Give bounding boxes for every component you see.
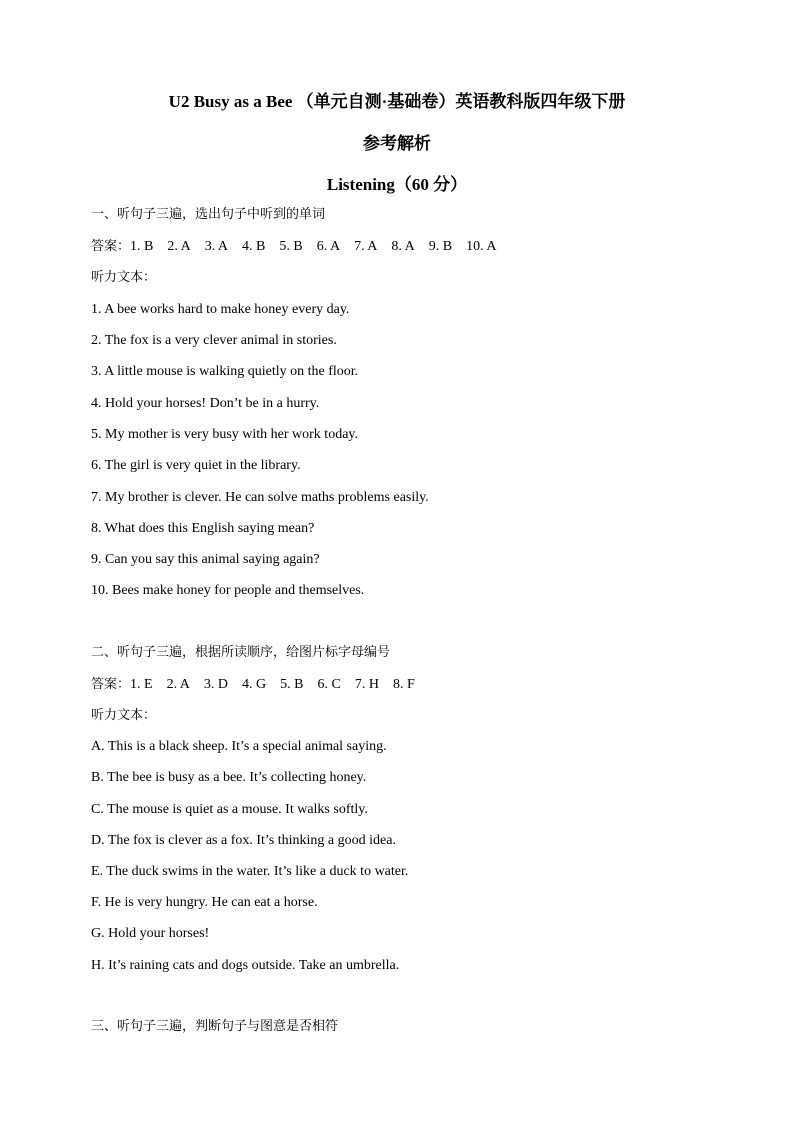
listening-sentence: C. The mouse is quiet as a mouse. It walks softly. <box>91 802 368 817</box>
listening-sentence: A. This is a black sheep. It’s a special animal saying. <box>91 739 387 754</box>
document-subtitle: 参考解析 <box>363 134 431 153</box>
answer-item: 7. A <box>354 239 378 254</box>
listening-sentence: H. It’s raining cats and dogs outside. Take an umbrella. <box>91 958 400 973</box>
section-heading-listening: Listening（60 分） <box>326 175 468 194</box>
answer-item: 1. B <box>130 239 154 254</box>
listening-sentence: 10. Bees make honey for people and themselves. <box>91 583 365 598</box>
document-title: U2 Busy as a Bee （单元自测·基础卷）英语教科版四年级下册 <box>168 92 626 111</box>
answer-item: 7. H <box>354 677 379 692</box>
listening-sentence: 9. Can you say this animal saying again? <box>91 552 320 567</box>
part1-script-label: 听力文本： <box>91 270 157 285</box>
part1-answer-label: 答案： <box>91 239 131 254</box>
answer-item: 8. A <box>391 239 415 254</box>
listening-sentence: 7. My brother is clever. He can solve maths problems easily. <box>91 490 429 505</box>
listening-sentence: 1. A bee works hard to make honey every day. <box>91 302 350 317</box>
part2-answer-label: 答案： <box>91 677 131 692</box>
answer-item: 6. A <box>316 239 341 254</box>
listening-sentence: 8. What does this English saying mean? <box>91 521 315 536</box>
part1-heading: 一、听句子三遍，选出句子中听到的单词 <box>91 207 326 222</box>
listening-sentence: 6. The girl is very quiet in the library. <box>91 458 301 473</box>
answer-item: 3. D <box>203 677 229 692</box>
part2-heading: 二、听句子三遍，根据所读顺序，给图片标字母编号 <box>91 645 391 660</box>
listening-sentence: 3. A little mouse is walking quietly on the floor. <box>91 364 359 379</box>
answer-item: 2. A <box>167 239 191 254</box>
listening-sentence: E. The duck swims in the water. It’s like a duck to water. <box>91 864 409 879</box>
part2-answers <box>91 676 429 694</box>
listening-sentence: 2. The fox is a very clever animal in stories. <box>91 333 337 348</box>
answer-item: 3. A <box>204 239 229 254</box>
answer-item: 4. G <box>242 677 267 692</box>
answer-item: 4. B <box>242 239 266 254</box>
answer-item: 1. E <box>130 677 153 692</box>
part1-answers <box>91 238 510 256</box>
answer-item: 10. A <box>466 239 497 254</box>
part2-script-label: 听力文本： <box>91 708 157 723</box>
answer-item: 2. A <box>166 677 190 692</box>
listening-sentence: B. The bee is busy as a bee. It’s collecting honey. <box>91 770 367 785</box>
answer-item: 6. C <box>317 677 341 692</box>
answer-item: 8. F <box>392 677 415 692</box>
listening-sentence: 4. Hold your horses! Don’t be in a hurry. <box>91 396 320 411</box>
listening-sentence: G. Hold your horses! <box>91 926 210 941</box>
listening-sentence: D. The fox is clever as a fox. It’s thinking a good idea. <box>91 833 396 848</box>
answer-item: 5. B <box>279 239 303 254</box>
listening-sentence: F. He is very hungry. He can eat a horse. <box>91 895 318 910</box>
part3-heading: 三、听句子三遍，判断句子与图意是否相符 <box>91 1019 339 1034</box>
listening-sentence: 5. My mother is very busy with her work today. <box>91 427 358 442</box>
answer-item: 5. B <box>280 677 304 692</box>
answer-item: 9. B <box>428 239 453 254</box>
